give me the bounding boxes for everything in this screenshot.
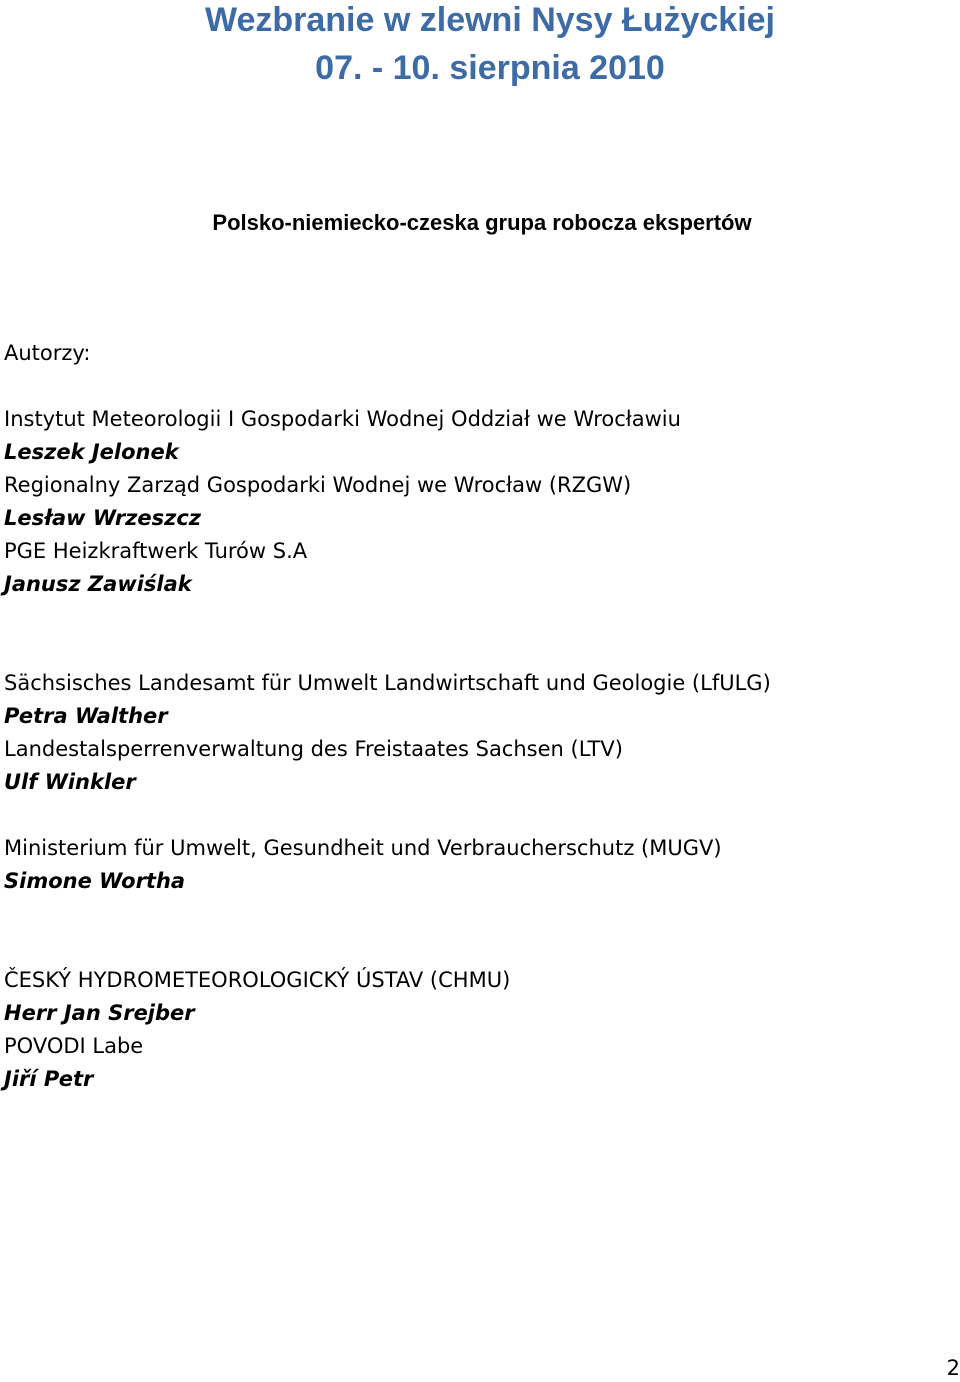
author-organization-4: Sächsisches Landesamt für Umwelt Landwirtschaft und Geologie (LfULG): [4, 671, 771, 695]
author-person-7: Herr Jan Srejber: [4, 1001, 195, 1025]
document-subtitle: Polsko-niemiecko-czeska grupa robocza ekspertów: [212, 210, 752, 235]
author-person-5: Ulf Winkler: [4, 770, 136, 794]
page-number: 2: [946, 1356, 960, 1380]
document-title-line-1: Wezbranie w zlewni Nysy Łużyckiej: [204, 1, 775, 39]
author-person-4: Petra Walther: [4, 704, 168, 728]
author-organization-8: POVODI Labe: [4, 1034, 144, 1058]
author-organization-5: Landestalsperrenverwaltung des Freistaates Sachsen (LTV): [4, 737, 623, 761]
author-organization-3: PGE Heizkraftwerk Turów S.A: [4, 539, 308, 563]
author-organization-2: Regionalny Zarząd Gospodarki Wodnej we Wrocław (RZGW): [4, 473, 632, 497]
author-person-8: Jiří Petr: [4, 1067, 94, 1091]
authors-label: Autorzy:: [4, 341, 91, 365]
document-title-line-2: 07. - 10. sierpnia 2010: [315, 49, 665, 87]
author-organization-7: ČESKÝ HYDROMETEOROLOGICKÝ ÚSTAV (CHMU): [4, 968, 511, 992]
author-organization-1: Instytut Meteorologii I Gospodarki Wodnej Oddział we Wrocławiu: [4, 407, 681, 431]
author-organization-6: Ministerium für Umwelt, Gesundheit und Verbraucherschutz (MUGV): [4, 836, 722, 860]
author-person-2: Lesław Wrzeszcz: [4, 506, 202, 530]
author-person-3: Janusz Zawiślak: [4, 572, 192, 596]
author-person-1: Leszek Jelonek: [4, 440, 179, 464]
author-person-6: Simone Wortha: [4, 869, 186, 893]
